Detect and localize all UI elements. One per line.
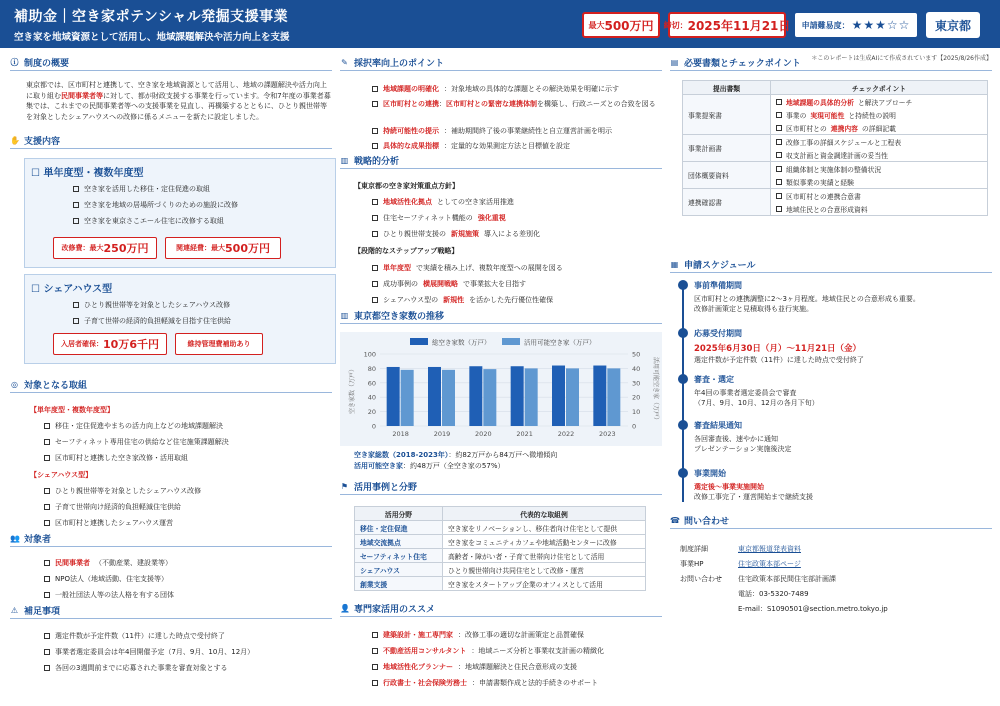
bar-総空き家数（万戸） — [593, 366, 606, 426]
targets-sub2: 【シェアハウス型】 — [30, 471, 93, 479]
section-support-heading: ✋ 支援内容 — [10, 134, 332, 149]
section-trend-heading: ▥ 東京都空き家数の推移 — [340, 309, 662, 324]
section-points-heading: ✎ 採択率向上のポイント — [340, 56, 662, 71]
section-targets-heading: ◎ 対象となる取組 — [10, 378, 332, 393]
list-item: 地域活性化プランナー ：地域課題解決と住民合意形成の支援 — [372, 662, 577, 672]
list-item: 成功事例の 横展開戦略 で事業拡大を目指す — [372, 279, 526, 289]
page-subtitle: 空き家を地域資源として活用し、地域課題解決や活力向上を支援 — [14, 32, 290, 43]
handshake-icon: ✋ — [10, 135, 20, 145]
table-row: シェアハウス ひとり親世帯向け共同住宅として改修・運営 — [355, 563, 646, 577]
pin-icon: ⚑ — [340, 481, 349, 491]
table-row: 団体概要資料 組織体制と実施体制の整備状況 類似事業の実績と経験 — [683, 162, 988, 189]
y2-tick-label: 0 — [632, 422, 637, 431]
section-schedule-heading: ▦ 申請スケジュール — [670, 258, 992, 273]
targets-sub1: 【単年度型・複数年度型】 — [30, 406, 114, 414]
calendar-icon: ▦ — [670, 259, 679, 269]
timeline-dot — [678, 468, 688, 478]
list-item: 一般社団法人等の法人格を有する団体 — [44, 590, 174, 600]
y2-tick-label: 10 — [632, 408, 641, 417]
section-strategy-heading: ▥ 戦略的分析 — [340, 154, 662, 169]
list-item: セーフティネット専用住宅の供給など住宅施策課題解決 — [44, 437, 229, 447]
header-bar — [0, 0, 1000, 48]
list-item: ひとり親世帯等を対象としたシェアハウス改修 — [73, 300, 230, 310]
timeline-dot — [678, 280, 688, 290]
list-item: 地域課題の明確化 ：対象地域の具体的な課題とその解決効果を明確に示す — [372, 84, 619, 94]
y2-tick-label: 40 — [632, 364, 641, 373]
list-item: 子育て世帯向け経済的負担軽減住宅供給 — [44, 502, 181, 512]
legend-label: 総空き家数（万戸） — [432, 338, 491, 347]
list-item: 子育て世帯の経済的負担軽減を目指す住宅供給 — [73, 316, 231, 326]
list-item: 不動産活用コンサルタント ：地域ニーズ分析と事業収支計画の精緻化 — [372, 646, 604, 656]
list-item: 建築設計・施工専門家 ：改修工事の適切な計画策定と品質確保 — [372, 630, 584, 640]
vacancy-bar-chart — [340, 332, 662, 446]
list-item: 住宅セーフティネット機能の 強化重視 — [372, 213, 506, 223]
timeline-dot — [678, 420, 688, 430]
list-item: 空き家を地域の居場所づくりのための施設に改修 — [73, 200, 238, 210]
step-title: 審査結果通知 — [694, 421, 742, 430]
section-experts-heading: 👤 専門家活用のススメ — [340, 602, 662, 617]
deadline-badge: 締切： 2025年11月21日 — [668, 12, 786, 38]
y-tick-label: 40 — [367, 393, 376, 402]
section-cases-heading: ⚑ 活用事例と分野 — [340, 480, 662, 495]
bar-活用可能空き家（万戸） — [401, 370, 414, 426]
legend-swatch — [502, 338, 520, 345]
step-period: 2025年6月30日（月）〜11月21日（金） — [694, 344, 862, 354]
warning-icon: ⚠ — [10, 605, 19, 615]
legend-label: 活用可能空き家（万戸） — [524, 338, 596, 347]
y-tick-label: 80 — [367, 364, 376, 373]
step-title: 事前準備期間 — [694, 281, 742, 290]
max-amount-badge: 最大 500万円 — [582, 12, 660, 38]
table-row: 事業提案書 地域課題の具体的分析 と解決アプローチ 事業の 実現可能性 と持続性の説明 区市町村との 連携内容 の詳細記載 — [683, 95, 988, 135]
x-tick-label: 2022 — [557, 430, 575, 438]
phone-icon: ☎ — [670, 515, 680, 525]
ai-note: ＊このレポートは生成AIにて作成されています【2025/8/26作成】 — [811, 55, 992, 62]
bar-総空き家数（万戸） — [552, 366, 565, 426]
y-tick-label: 20 — [367, 408, 376, 417]
target-icon: ◎ — [11, 379, 18, 389]
step-desc: 各回審査後、速やかに通知 プレゼンテーション実施後決定 — [694, 435, 792, 453]
support-type2-title: ☐ シェアハウス型 — [31, 284, 113, 295]
section-eligible-heading: 👥 対象者 — [10, 532, 332, 547]
list-item: 区市町村との連携：区市町村との緊密な連携体制を構築し、行政ニーズとの合致を図る — [372, 99, 662, 109]
y2-tick-label: 20 — [632, 393, 641, 402]
table-row: 連携確認書 区市町村との連携合意書 地域住民との合意形成資料 — [683, 189, 988, 216]
section-overview-heading: ⓘ 制度の概要 — [10, 56, 332, 71]
bar-総空き家数（万戸） — [387, 367, 400, 426]
timeline-dot — [678, 328, 688, 338]
list-item: 事業者選定委員会は年4回開催予定（7月、9月、10月、12月） — [44, 647, 254, 657]
contact-list: 制度詳細 東京都報道発表資料 事業HP 住宅政策本部ページ お問い合わせ 住宅政策本部民間住宅部計画課 電話：03-5320-7489 E-mail：S1090501@section.metro.tokyo.jp — [680, 542, 888, 617]
bar-総空き家数（万戸） — [428, 367, 441, 426]
bar-活用可能空き家（万戸） — [442, 370, 455, 426]
section-docs-heading: ▤ 必要書類とチェックポイント — [670, 56, 992, 71]
list-item: ひとり親世帯等を対象としたシェアハウス改修 — [44, 486, 201, 496]
support-type2-panel — [24, 274, 336, 364]
amount-badge: 入居者確保： 10万6千円 — [53, 333, 167, 355]
y2-axis-label: 活用可能空き家（万戸） — [652, 356, 659, 424]
press-release-link[interactable]: 東京都報道発表資料 — [738, 545, 801, 553]
y2-tick-label: 30 — [632, 379, 641, 388]
table-row: セーフティネット住宅 高齢者・障がい者・子育て世帯向け住宅として活用 — [355, 549, 646, 563]
y-axis-label: 空き家数（万戸） — [349, 365, 356, 415]
chart-icon: ▥ — [340, 155, 349, 165]
list-item: 行政書士・社会保険労務士 ：申請書類作成と法的手続きのサポート — [372, 678, 598, 688]
section-notes-heading: ⚠ 補足事項 — [10, 604, 332, 619]
hp-link[interactable]: 住宅政策本部ページ — [738, 560, 801, 568]
bar-活用可能空き家（万戸） — [566, 368, 579, 426]
amount-badge: 改修費：最大 250万円 — [53, 237, 157, 259]
bar-活用可能空き家（万戸） — [607, 368, 620, 426]
page-title: 補助金｜空き家ポテンシャル発掘支援事業 — [14, 9, 289, 25]
list-item: 移住・定住促進やまちの活力向上などの地域課題解決 — [44, 421, 223, 431]
person-icon: 👤 — [340, 603, 350, 613]
list-item: 各回の3週間前までに応募された事業を審査対象とする — [44, 663, 227, 673]
list-item: 民間事業者 （不動産業、建設業等） — [44, 558, 172, 568]
step-title: 審査・選定 — [694, 375, 734, 384]
bar-総空き家数（万戸） — [469, 366, 482, 426]
list-item: シェアハウス型の 新規性 を活かした先行優位性確保 — [372, 295, 553, 305]
y-tick-label: 0 — [371, 422, 376, 431]
overview-text: 東京都では、区市町村と連携して、空き家を地域資源として活用し、地域の課題解決や活力向上に取り組む民間事業者等に対して、都が財政支援する事業を行っています。令和7年度の事業者募集では、これまでの民間事業者等への支援事業を見直し、再構築するとともに、ひとり親世帯等を対象としたシェアハウスへの改修に係るメニューを新たに設定しました。 — [26, 81, 331, 121]
timeline-dot — [678, 374, 688, 384]
support-type1-title: ☐ 単年度型・複数年度型 — [31, 168, 144, 179]
y-tick-label: 60 — [367, 379, 376, 388]
bar-活用可能空き家（万戸） — [525, 368, 538, 426]
x-tick-label: 2020 — [475, 430, 492, 438]
table-row: 事業計画書 改修工事の詳細スケジュールと工程表 収支計画と資金調達計画の妥当性 — [683, 135, 988, 162]
list-item: NPO法人（地域活動、住宅支援等） — [44, 574, 168, 584]
step-desc: 区市町村との連携調整に2〜3ヶ月程度。地域住民との合意形成も重要。 改修計画策定と見積取得も並行実施。 — [694, 295, 920, 313]
list-item: 空き家を東京さこエール住宅に改修する取組 — [73, 216, 224, 226]
list-item: 区市町村と連携した空き家改修・活用取組 — [44, 453, 188, 463]
trend-summary: 空き家総数（2018-2023年）：約82万戸から84万戸へ微増傾向 活用可能空き家：約48万戸（全空き家の57%） — [354, 451, 558, 470]
table-row: 移住・定住促進 空き家をリノベーションし、移住者向け住宅として提供 — [355, 521, 646, 535]
list-item: 持続可能性の提示 ：補助期間終了後の事業継続性と自立運営計画を明示 — [372, 126, 612, 136]
y-tick-label: 100 — [363, 350, 376, 359]
list-item: 選定件数が予定件数（11件）に達した時点で受付終了 — [44, 631, 225, 641]
list-item: 単年度型 で実績を積み上げ、複数年度型への展開を図る — [372, 263, 563, 273]
x-tick-label: 2021 — [516, 430, 533, 438]
chart-icon: ▥ — [340, 310, 349, 320]
difficulty-badge: 申請難易度： ★★★☆☆ — [794, 12, 918, 38]
y2-tick-label: 50 — [632, 350, 641, 359]
step-title: 事業開始 — [694, 469, 726, 478]
bar-活用可能空き家（万戸） — [483, 369, 496, 426]
strategy-sub1: 【東京都の空き家対策重点方針】 — [354, 182, 459, 190]
docs-table: 提出書類 チェックポイント 事業提案書 地域課題の具体的分析 と解決アプローチ 事業の 実現可能性 と持続性の説明 区市町村との 連携内容 の詳細記載 事業計画書 改修工事の詳細スケジュールと工程表 収支計画と資金調達計画の妥当性 団体概要資料 組織体制と実施体制の整備状況 類似事業の実績と経験 連携確認書 区市町村との連携合意書 地域住民との合意形成資料 — [682, 80, 988, 216]
info-icon: ⓘ — [10, 57, 19, 67]
step-title: 応募受付期間 — [694, 329, 742, 338]
section-contact-heading: ☎ 問い合わせ — [670, 514, 992, 529]
step-desc: 選定後〜事業実施開始 改修工事完了・運営開始まで継続支援 — [694, 483, 813, 501]
step-desc: 年4回の事業者選定委員会で審査 （7月、9月、10月、12月の各月下旬） — [694, 389, 819, 407]
list-item: 具体的な成果指標 ：定量的な効果測定方法と目標値を設定 — [372, 141, 570, 151]
table-row: 創業支援 空き家をスタートアップ企業のオフィスとして活用 — [355, 577, 646, 591]
list-item: ひとり親世帯支援の 新規施策 導入による差別化 — [372, 229, 540, 239]
x-tick-label: 2018 — [392, 430, 409, 438]
list-item: 地域活性化拠点 としての空き家活用推進 — [372, 197, 514, 207]
list-item: 空き家を活用した移住・定住促進の取組 — [73, 184, 210, 194]
people-icon: 👥 — [10, 533, 20, 543]
cases-table: 活用分野 代表的な取組例 移住・定住促進 空き家をリノベーションし、移住者向け住宅として提供 地域交流拠点 空き家をコミュニティカフェや地域活動センターに改修 セーフティネット住宅 高齢者・障がい者・子育て世帯向け住宅として活用 シェアハウス ひとり親世帯向け共同住宅として改修・運営 創業支援 空き家をスタートアップ企業のオフィスとして活用 — [354, 506, 646, 591]
document-icon: ▤ — [670, 57, 679, 67]
star-rating: ★★★☆☆ — [851, 18, 911, 32]
support-type1-panel — [24, 158, 336, 268]
region-badge: 東京都 — [926, 12, 980, 38]
amount-badge: 維持管理費補助あり — [175, 333, 263, 355]
x-tick-label: 2019 — [433, 430, 451, 438]
table-row: 地域交流拠点 空き家をコミュニティカフェや地域活動センターに改修 — [355, 535, 646, 549]
strategy-sub2: 【段階的なステップアップ戦略】 — [354, 247, 459, 255]
bar-総空き家数（万戸） — [511, 366, 524, 426]
x-tick-label: 2023 — [599, 430, 616, 438]
lightbulb-icon: ✎ — [341, 57, 348, 67]
amount-badge: 関連経費：最大 500万円 — [165, 237, 281, 259]
list-item: 区市町村と連携したシェアハウス運営 — [44, 518, 173, 528]
step-desc: 選定件数が予定件数（11件）に達した時点で受付終了 — [694, 356, 864, 364]
legend-swatch — [410, 338, 428, 345]
